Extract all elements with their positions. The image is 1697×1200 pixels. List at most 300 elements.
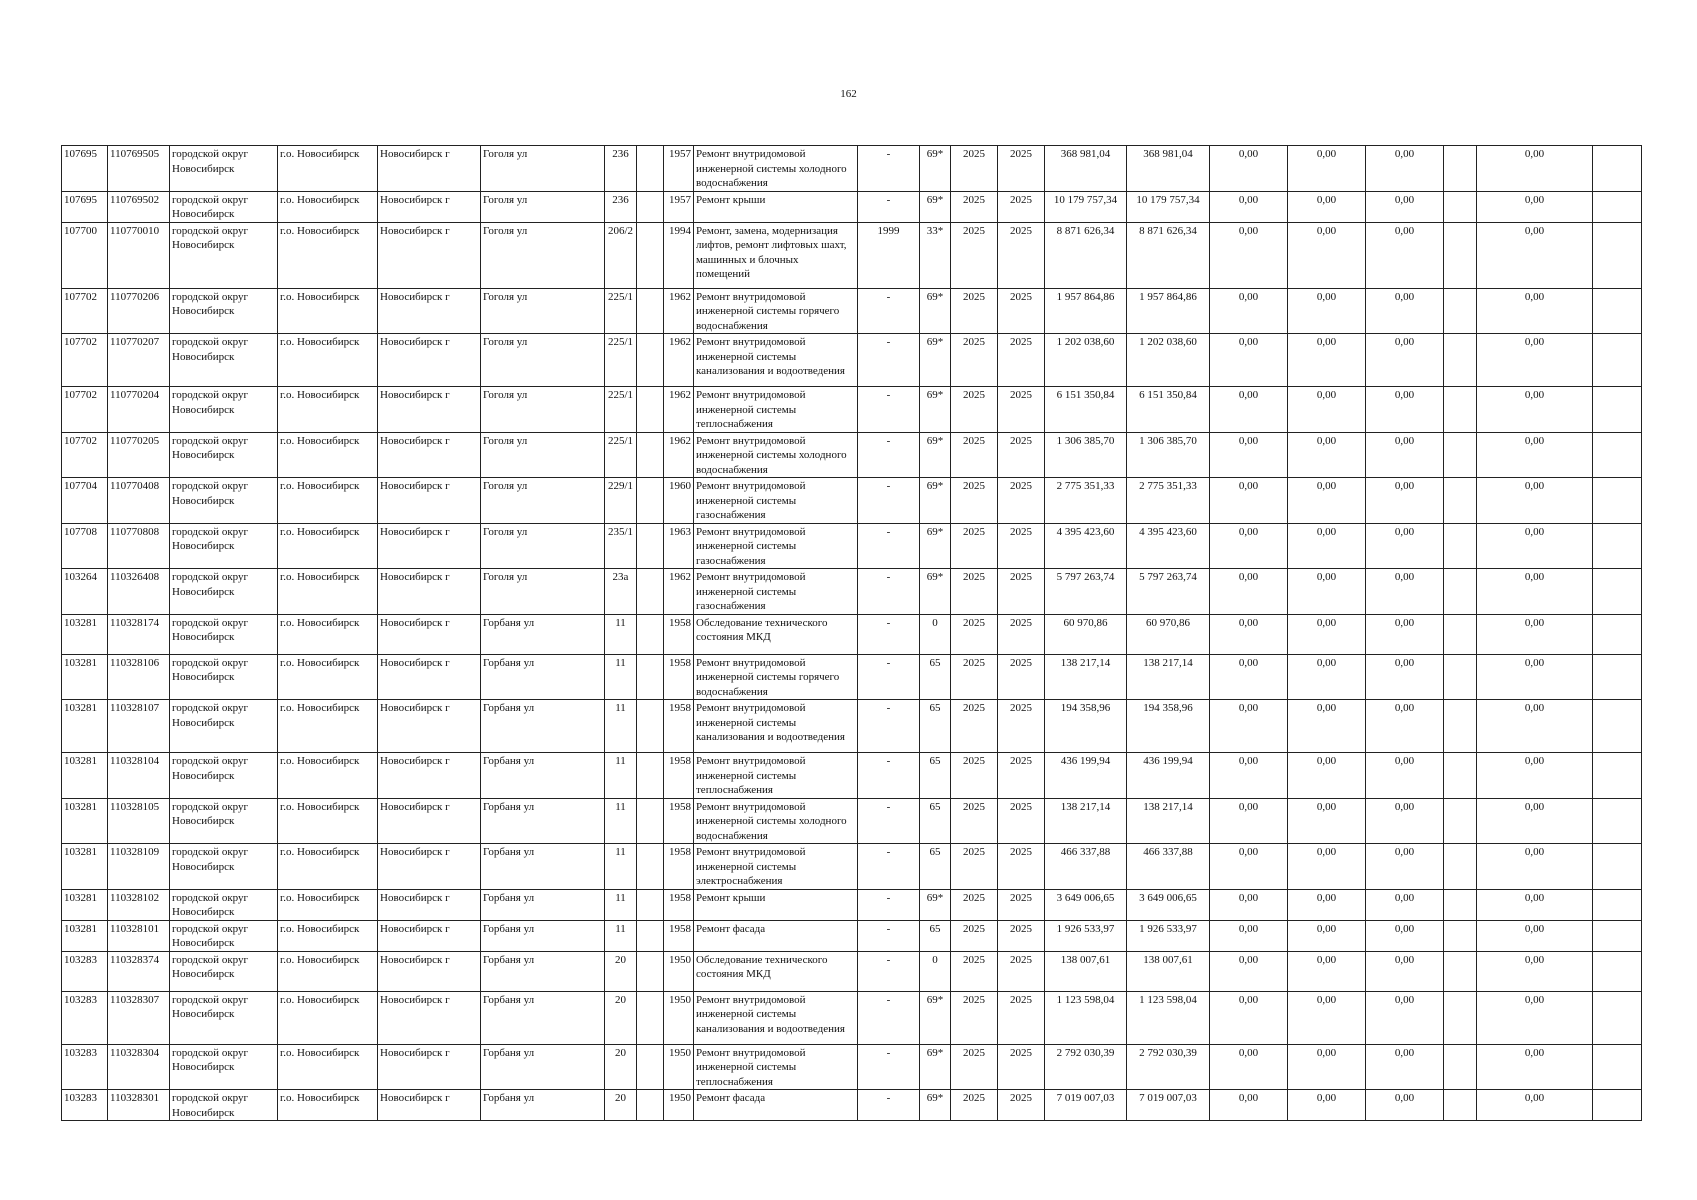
house-number-cell: 11	[605, 614, 637, 654]
local-funds-cell: 0,00	[1366, 146, 1444, 192]
wear-percent-cell: 69*	[920, 191, 951, 222]
last-repair-year-cell: -	[858, 889, 920, 920]
total-cost-cell: 368 981,04	[1045, 146, 1127, 192]
federal-funds-cell: 0,00	[1210, 920, 1288, 951]
other-funds-cell: 0,00	[1477, 1090, 1593, 1121]
owner-funds-mark-cell	[1444, 569, 1477, 615]
plan-year-start-cell: 2025	[951, 700, 998, 753]
street-cell: Горбаня ул	[481, 753, 605, 799]
table-row	[62, 991, 1642, 1044]
note-cell	[1593, 146, 1642, 192]
house-number-cell: 11	[605, 844, 637, 890]
owner-funds-mark-cell	[1444, 222, 1477, 288]
building-letter-cell	[637, 387, 664, 433]
local-funds-cell: 0,00	[1366, 614, 1444, 654]
building-letter-cell	[637, 889, 664, 920]
street-cell: Горбаня ул	[481, 1044, 605, 1090]
work-type-cell: Ремонт внутридомовой инженерной системы газоснабжения	[694, 478, 858, 524]
regional-funds-cell: 0,00	[1288, 523, 1366, 569]
house-number-cell: 11	[605, 753, 637, 799]
owner-funds-mark-cell	[1444, 614, 1477, 654]
table-row	[62, 951, 1642, 991]
table-row	[62, 387, 1642, 433]
municipality-cell: городской округ Новосибирск	[170, 951, 278, 991]
municipality-cell: городской округ Новосибирск	[170, 569, 278, 615]
settlement-cell: Новосибирск г	[378, 191, 481, 222]
municipal-district-cell: г.о. Новосибирск	[278, 654, 378, 700]
total-cost-cell: 3 649 006,65	[1045, 889, 1127, 920]
municipal-district-cell: г.о. Новосибирск	[278, 1090, 378, 1121]
settlement-cell: Новосибирск г	[378, 222, 481, 288]
plan-year-end-cell: 2025	[998, 1090, 1045, 1121]
fund-cost-cell: 2 775 351,33	[1127, 478, 1210, 524]
house-number-cell: 20	[605, 1090, 637, 1121]
note-cell	[1593, 432, 1642, 478]
plan-year-start-cell: 2025	[951, 798, 998, 844]
total-cost-cell: 1 306 385,70	[1045, 432, 1127, 478]
work-type-cell: Ремонт внутридомовой инженерной системы холодного водоснабжения	[694, 146, 858, 192]
record-id-cell: 103281	[62, 844, 108, 890]
note-cell	[1593, 798, 1642, 844]
owner-funds-mark-cell	[1444, 798, 1477, 844]
street-cell: Гоголя ул	[481, 432, 605, 478]
municipality-cell: городской округ Новосибирск	[170, 654, 278, 700]
other-funds-cell: 0,00	[1477, 478, 1593, 524]
house-number-cell: 225/1	[605, 334, 637, 387]
local-funds-cell: 0,00	[1366, 432, 1444, 478]
last-repair-year-cell: -	[858, 920, 920, 951]
record-id-cell: 103283	[62, 991, 108, 1044]
owner-funds-mark-cell	[1444, 432, 1477, 478]
fund-cost-cell: 1 202 038,60	[1127, 334, 1210, 387]
other-funds-cell: 0,00	[1477, 614, 1593, 654]
table-row	[62, 1044, 1642, 1090]
year-built-cell: 1962	[664, 432, 694, 478]
note-cell	[1593, 614, 1642, 654]
street-cell: Гоголя ул	[481, 191, 605, 222]
note-cell	[1593, 753, 1642, 799]
plan-year-start-cell: 2025	[951, 146, 998, 192]
federal-funds-cell: 0,00	[1210, 753, 1288, 799]
note-cell	[1593, 889, 1642, 920]
plan-year-start-cell: 2025	[951, 1044, 998, 1090]
wear-percent-cell: 65	[920, 920, 951, 951]
table-row	[62, 569, 1642, 615]
last-repair-year-cell: -	[858, 334, 920, 387]
house-number-cell: 206/2	[605, 222, 637, 288]
other-funds-cell: 0,00	[1477, 798, 1593, 844]
regional-funds-cell: 0,00	[1288, 920, 1366, 951]
plan-year-end-cell: 2025	[998, 614, 1045, 654]
house-number-cell: 11	[605, 654, 637, 700]
item-code-cell: 110328174	[108, 614, 170, 654]
year-built-cell: 1958	[664, 920, 694, 951]
wear-percent-cell: 65	[920, 844, 951, 890]
other-funds-cell: 0,00	[1477, 146, 1593, 192]
wear-percent-cell: 69*	[920, 1044, 951, 1090]
settlement-cell: Новосибирск г	[378, 700, 481, 753]
settlement-cell: Новосибирск г	[378, 798, 481, 844]
federal-funds-cell: 0,00	[1210, 222, 1288, 288]
total-cost-cell: 1 957 864,86	[1045, 288, 1127, 334]
owner-funds-mark-cell	[1444, 1044, 1477, 1090]
regional-funds-cell: 0,00	[1288, 654, 1366, 700]
last-repair-year-cell: -	[858, 387, 920, 433]
municipality-cell: городской округ Новосибирск	[170, 920, 278, 951]
municipality-cell: городской округ Новосибирск	[170, 991, 278, 1044]
last-repair-year-cell: -	[858, 191, 920, 222]
fund-cost-cell: 6 151 350,84	[1127, 387, 1210, 433]
street-cell: Горбаня ул	[481, 951, 605, 991]
street-cell: Гоголя ул	[481, 222, 605, 288]
house-number-cell: 20	[605, 1044, 637, 1090]
house-number-cell: 11	[605, 700, 637, 753]
plan-year-start-cell: 2025	[951, 920, 998, 951]
local-funds-cell: 0,00	[1366, 654, 1444, 700]
record-id-cell: 107704	[62, 478, 108, 524]
note-cell	[1593, 1090, 1642, 1121]
table-row	[62, 753, 1642, 799]
plan-year-end-cell: 2025	[998, 569, 1045, 615]
building-letter-cell	[637, 991, 664, 1044]
total-cost-cell: 6 151 350,84	[1045, 387, 1127, 433]
year-built-cell: 1958	[664, 654, 694, 700]
house-number-cell: 229/1	[605, 478, 637, 524]
local-funds-cell: 0,00	[1366, 569, 1444, 615]
other-funds-cell: 0,00	[1477, 1044, 1593, 1090]
street-cell: Гоголя ул	[481, 288, 605, 334]
table-body	[62, 146, 1642, 1121]
local-funds-cell: 0,00	[1366, 798, 1444, 844]
fund-cost-cell: 194 358,96	[1127, 700, 1210, 753]
municipal-district-cell: г.о. Новосибирск	[278, 432, 378, 478]
year-built-cell: 1958	[664, 889, 694, 920]
building-letter-cell	[637, 753, 664, 799]
building-letter-cell	[637, 844, 664, 890]
note-cell	[1593, 288, 1642, 334]
wear-percent-cell: 69*	[920, 1090, 951, 1121]
last-repair-year-cell: 1999	[858, 222, 920, 288]
item-code-cell: 110328102	[108, 889, 170, 920]
municipality-cell: городской округ Новосибирск	[170, 753, 278, 799]
year-built-cell: 1962	[664, 387, 694, 433]
street-cell: Горбаня ул	[481, 654, 605, 700]
settlement-cell: Новосибирск г	[378, 1044, 481, 1090]
fund-cost-cell: 138 217,14	[1127, 798, 1210, 844]
house-number-cell: 236	[605, 191, 637, 222]
building-letter-cell	[637, 523, 664, 569]
settlement-cell: Новосибирск г	[378, 387, 481, 433]
street-cell: Горбаня ул	[481, 798, 605, 844]
other-funds-cell: 0,00	[1477, 920, 1593, 951]
total-cost-cell: 436 199,94	[1045, 753, 1127, 799]
note-cell	[1593, 844, 1642, 890]
municipality-cell: городской округ Новосибирск	[170, 191, 278, 222]
item-code-cell: 110328109	[108, 844, 170, 890]
table-row	[62, 432, 1642, 478]
plan-year-end-cell: 2025	[998, 951, 1045, 991]
settlement-cell: Новосибирск г	[378, 523, 481, 569]
last-repair-year-cell: -	[858, 478, 920, 524]
plan-year-end-cell: 2025	[998, 432, 1045, 478]
total-cost-cell: 2 775 351,33	[1045, 478, 1127, 524]
other-funds-cell: 0,00	[1477, 951, 1593, 991]
wear-percent-cell: 69*	[920, 991, 951, 1044]
wear-percent-cell: 69*	[920, 334, 951, 387]
note-cell	[1593, 991, 1642, 1044]
table-row	[62, 654, 1642, 700]
other-funds-cell: 0,00	[1477, 222, 1593, 288]
work-type-cell: Ремонт внутридомовой инженерной системы горячего водоснабжения	[694, 654, 858, 700]
municipal-district-cell: г.о. Новосибирск	[278, 478, 378, 524]
last-repair-year-cell: -	[858, 288, 920, 334]
plan-year-end-cell: 2025	[998, 523, 1045, 569]
street-cell: Гоголя ул	[481, 334, 605, 387]
work-type-cell: Ремонт внутридомовой инженерной системы горячего водоснабжения	[694, 288, 858, 334]
plan-year-end-cell: 2025	[998, 991, 1045, 1044]
settlement-cell: Новосибирск г	[378, 654, 481, 700]
municipal-district-cell: г.о. Новосибирск	[278, 569, 378, 615]
last-repair-year-cell: -	[858, 1044, 920, 1090]
federal-funds-cell: 0,00	[1210, 1090, 1288, 1121]
owner-funds-mark-cell	[1444, 700, 1477, 753]
owner-funds-mark-cell	[1444, 288, 1477, 334]
work-type-cell: Ремонт внутридомовой инженерной системы холодного водоснабжения	[694, 432, 858, 478]
federal-funds-cell: 0,00	[1210, 991, 1288, 1044]
note-cell	[1593, 478, 1642, 524]
street-cell: Горбаня ул	[481, 614, 605, 654]
federal-funds-cell: 0,00	[1210, 844, 1288, 890]
year-built-cell: 1963	[664, 523, 694, 569]
federal-funds-cell: 0,00	[1210, 951, 1288, 991]
record-id-cell: 103281	[62, 920, 108, 951]
plan-year-end-cell: 2025	[998, 1044, 1045, 1090]
plan-year-end-cell: 2025	[998, 798, 1045, 844]
local-funds-cell: 0,00	[1366, 222, 1444, 288]
municipal-district-cell: г.о. Новосибирск	[278, 191, 378, 222]
plan-year-start-cell: 2025	[951, 478, 998, 524]
wear-percent-cell: 65	[920, 798, 951, 844]
last-repair-year-cell: -	[858, 951, 920, 991]
municipal-district-cell: г.о. Новосибирск	[278, 334, 378, 387]
plan-year-end-cell: 2025	[998, 700, 1045, 753]
regional-funds-cell: 0,00	[1288, 951, 1366, 991]
total-cost-cell: 138 007,61	[1045, 951, 1127, 991]
table-row	[62, 920, 1642, 951]
fund-cost-cell: 1 957 864,86	[1127, 288, 1210, 334]
work-type-cell: Ремонт, замена, модернизация лифтов, ремонт лифтовых шахт, машинных и блочных помещений	[694, 222, 858, 288]
table-row	[62, 288, 1642, 334]
plan-year-end-cell: 2025	[998, 753, 1045, 799]
item-code-cell: 110770206	[108, 288, 170, 334]
wear-percent-cell: 0	[920, 951, 951, 991]
table-row	[62, 523, 1642, 569]
wear-percent-cell: 69*	[920, 889, 951, 920]
item-code-cell: 110328106	[108, 654, 170, 700]
plan-year-start-cell: 2025	[951, 222, 998, 288]
table-row	[62, 478, 1642, 524]
item-code-cell: 110770408	[108, 478, 170, 524]
fund-cost-cell: 7 019 007,03	[1127, 1090, 1210, 1121]
record-id-cell: 103283	[62, 1044, 108, 1090]
federal-funds-cell: 0,00	[1210, 288, 1288, 334]
street-cell: Гоголя ул	[481, 478, 605, 524]
wear-percent-cell: 69*	[920, 523, 951, 569]
wear-percent-cell: 33*	[920, 222, 951, 288]
wear-percent-cell: 0	[920, 614, 951, 654]
note-cell	[1593, 1044, 1642, 1090]
other-funds-cell: 0,00	[1477, 191, 1593, 222]
owner-funds-mark-cell	[1444, 753, 1477, 799]
street-cell: Гоголя ул	[481, 569, 605, 615]
other-funds-cell: 0,00	[1477, 523, 1593, 569]
wear-percent-cell: 69*	[920, 146, 951, 192]
total-cost-cell: 466 337,88	[1045, 844, 1127, 890]
wear-percent-cell: 69*	[920, 432, 951, 478]
fund-cost-cell: 5 797 263,74	[1127, 569, 1210, 615]
regional-funds-cell: 0,00	[1288, 288, 1366, 334]
local-funds-cell: 0,00	[1366, 191, 1444, 222]
plan-year-start-cell: 2025	[951, 523, 998, 569]
federal-funds-cell: 0,00	[1210, 614, 1288, 654]
owner-funds-mark-cell	[1444, 523, 1477, 569]
total-cost-cell: 1 202 038,60	[1045, 334, 1127, 387]
building-letter-cell	[637, 951, 664, 991]
federal-funds-cell: 0,00	[1210, 432, 1288, 478]
table-row	[62, 889, 1642, 920]
other-funds-cell: 0,00	[1477, 844, 1593, 890]
federal-funds-cell: 0,00	[1210, 387, 1288, 433]
plan-year-end-cell: 2025	[998, 844, 1045, 890]
municipality-cell: городской округ Новосибирск	[170, 478, 278, 524]
municipal-district-cell: г.о. Новосибирск	[278, 222, 378, 288]
municipal-district-cell: г.о. Новосибирск	[278, 387, 378, 433]
work-type-cell: Ремонт внутридомовой инженерной системы электроснабжения	[694, 844, 858, 890]
municipal-district-cell: г.о. Новосибирск	[278, 753, 378, 799]
municipal-district-cell: г.о. Новосибирск	[278, 523, 378, 569]
table-row	[62, 844, 1642, 890]
wear-percent-cell: 69*	[920, 478, 951, 524]
last-repair-year-cell: -	[858, 432, 920, 478]
note-cell	[1593, 569, 1642, 615]
municipality-cell: городской округ Новосибирск	[170, 146, 278, 192]
owner-funds-mark-cell	[1444, 920, 1477, 951]
fund-cost-cell: 2 792 030,39	[1127, 1044, 1210, 1090]
regional-funds-cell: 0,00	[1288, 700, 1366, 753]
local-funds-cell: 0,00	[1366, 991, 1444, 1044]
item-code-cell: 110328104	[108, 753, 170, 799]
record-id-cell: 103281	[62, 753, 108, 799]
local-funds-cell: 0,00	[1366, 334, 1444, 387]
building-letter-cell	[637, 334, 664, 387]
work-type-cell: Ремонт фасада	[694, 920, 858, 951]
last-repair-year-cell: -	[858, 753, 920, 799]
building-letter-cell	[637, 700, 664, 753]
municipal-district-cell: г.о. Новосибирск	[278, 920, 378, 951]
plan-year-start-cell: 2025	[951, 844, 998, 890]
settlement-cell: Новосибирск г	[378, 753, 481, 799]
note-cell	[1593, 191, 1642, 222]
building-letter-cell	[637, 478, 664, 524]
owner-funds-mark-cell	[1444, 334, 1477, 387]
owner-funds-mark-cell	[1444, 478, 1477, 524]
item-code-cell: 110770205	[108, 432, 170, 478]
year-built-cell: 1958	[664, 753, 694, 799]
work-type-cell: Ремонт внутридомовой инженерной системы теплоснабжения	[694, 753, 858, 799]
fund-cost-cell: 1 306 385,70	[1127, 432, 1210, 478]
work-type-cell: Обследование технического состояния МКД	[694, 951, 858, 991]
record-id-cell: 103264	[62, 569, 108, 615]
building-letter-cell	[637, 654, 664, 700]
plan-year-end-cell: 2025	[998, 654, 1045, 700]
federal-funds-cell: 0,00	[1210, 889, 1288, 920]
year-built-cell: 1958	[664, 798, 694, 844]
wear-percent-cell: 69*	[920, 387, 951, 433]
federal-funds-cell: 0,00	[1210, 1044, 1288, 1090]
last-repair-year-cell: -	[858, 614, 920, 654]
municipal-district-cell: г.о. Новосибирск	[278, 889, 378, 920]
note-cell	[1593, 334, 1642, 387]
item-code-cell: 110326408	[108, 569, 170, 615]
municipal-district-cell: г.о. Новосибирск	[278, 991, 378, 1044]
regional-funds-cell: 0,00	[1288, 844, 1366, 890]
year-built-cell: 1962	[664, 334, 694, 387]
year-built-cell: 1962	[664, 288, 694, 334]
table-row	[62, 146, 1642, 192]
fund-cost-cell: 4 395 423,60	[1127, 523, 1210, 569]
street-cell: Гоголя ул	[481, 146, 605, 192]
local-funds-cell: 0,00	[1366, 844, 1444, 890]
regional-funds-cell: 0,00	[1288, 991, 1366, 1044]
year-built-cell: 1958	[664, 844, 694, 890]
wear-percent-cell: 65	[920, 700, 951, 753]
record-id-cell: 107702	[62, 387, 108, 433]
wear-percent-cell: 65	[920, 654, 951, 700]
table-row	[62, 334, 1642, 387]
house-number-cell: 20	[605, 991, 637, 1044]
regional-funds-cell: 0,00	[1288, 191, 1366, 222]
municipal-district-cell: г.о. Новосибирск	[278, 288, 378, 334]
local-funds-cell: 0,00	[1366, 478, 1444, 524]
municipal-district-cell: г.о. Новосибирск	[278, 844, 378, 890]
building-letter-cell	[637, 146, 664, 192]
regional-funds-cell: 0,00	[1288, 1044, 1366, 1090]
local-funds-cell: 0,00	[1366, 1090, 1444, 1121]
fund-cost-cell: 466 337,88	[1127, 844, 1210, 890]
local-funds-cell: 0,00	[1366, 387, 1444, 433]
settlement-cell: Новосибирск г	[378, 1090, 481, 1121]
plan-year-end-cell: 2025	[998, 222, 1045, 288]
other-funds-cell: 0,00	[1477, 432, 1593, 478]
settlement-cell: Новосибирск г	[378, 432, 481, 478]
street-cell: Горбаня ул	[481, 700, 605, 753]
regional-funds-cell: 0,00	[1288, 387, 1366, 433]
building-letter-cell	[637, 569, 664, 615]
other-funds-cell: 0,00	[1477, 991, 1593, 1044]
item-code-cell: 110769502	[108, 191, 170, 222]
regional-funds-cell: 0,00	[1288, 889, 1366, 920]
last-repair-year-cell: -	[858, 844, 920, 890]
owner-funds-mark-cell	[1444, 951, 1477, 991]
total-cost-cell: 10 179 757,34	[1045, 191, 1127, 222]
fund-cost-cell: 138 217,14	[1127, 654, 1210, 700]
note-cell	[1593, 387, 1642, 433]
item-code-cell: 110328304	[108, 1044, 170, 1090]
regional-funds-cell: 0,00	[1288, 146, 1366, 192]
work-type-cell: Ремонт фасада	[694, 1090, 858, 1121]
settlement-cell: Новосибирск г	[378, 146, 481, 192]
fund-cost-cell: 436 199,94	[1127, 753, 1210, 799]
